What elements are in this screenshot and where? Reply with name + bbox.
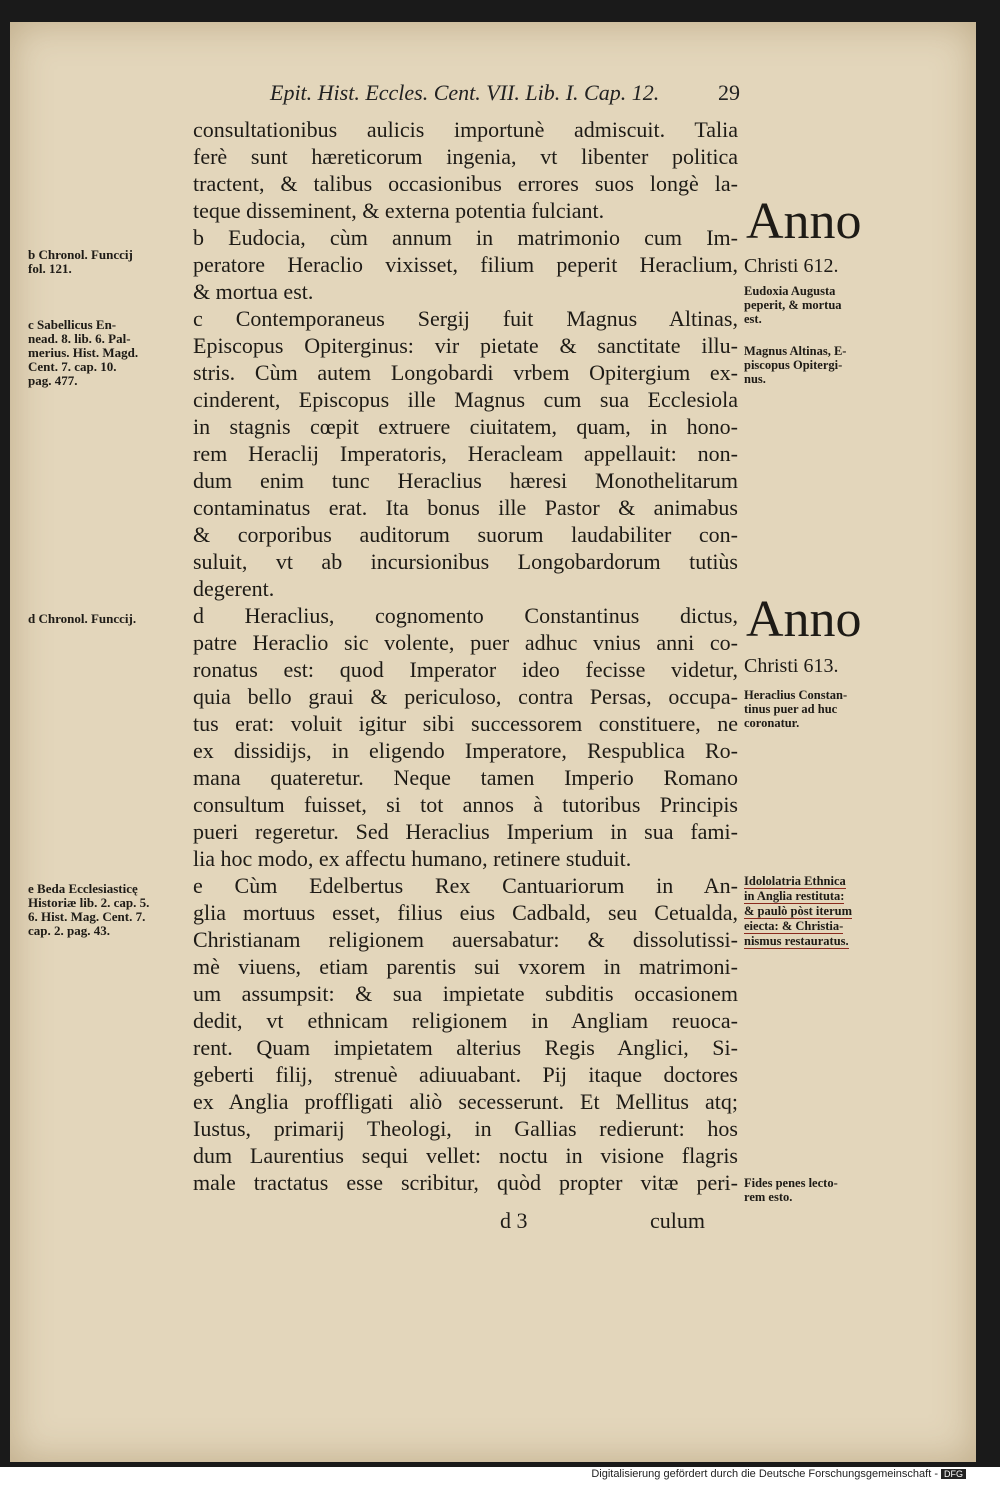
- text-line: patre Heraclio sic volente, puer adhuc vnius anni co-: [193, 630, 738, 655]
- text-line: cinderent, Episcopus ille Magnus cum sua Ecclesiola: [193, 387, 738, 412]
- note-line: Eudoxia Augusta: [744, 284, 836, 298]
- note-line: & paulò pòst iterum: [744, 904, 852, 918]
- note-line: coronatur.: [744, 716, 800, 730]
- text-line: um assumpsit: & sua impietate subditis occasionem: [193, 981, 738, 1006]
- text-line: ferè sunt hæreticorum ingenia, vt libenter politica: [193, 144, 738, 169]
- footer-text: Digitalisierung gefördert durch die Deutsche Forschungsgemeinschaft -: [591, 1468, 938, 1480]
- note-line: tinus puer ad huc: [744, 702, 838, 716]
- note-line: cap. 2. pag. 43.: [28, 923, 110, 938]
- dfg-logo: DFG: [941, 1469, 966, 1479]
- page-header: [270, 80, 740, 112]
- note-line: fol. 121.: [28, 261, 72, 276]
- note-line: est.: [744, 312, 762, 326]
- text-line: peratore Heraclio vixisset, filium peperit Heraclium,: [193, 252, 738, 277]
- right-note-eudoxia: [744, 284, 914, 326]
- text-line: pueri regeretur. Sed Heraclius Imperium in sua fami-: [193, 819, 738, 844]
- text-line: rem Heraclij Imperatoris, Heracleam appellauit: non-: [193, 441, 738, 466]
- text-line: e Cùm Edelbertus Rex Cantuariorum in An-: [193, 873, 738, 898]
- text-line: glia mortuus esset, filius eius Cadbald, seu Cetualda,: [193, 900, 738, 925]
- note-line: b Chronol. Funccij: [28, 247, 133, 262]
- anno-heading-613: Anno: [746, 591, 862, 648]
- text-line: degerent.: [193, 576, 275, 601]
- text-line: consultationibus aulicis importunè admiscuit. Talia: [193, 117, 738, 142]
- page-number: 29: [718, 80, 740, 105]
- note-line: eiecta: & Christia-: [744, 919, 844, 933]
- text-line: ex dissidijs, in eligendo Imperatore, Respublica Ro-: [193, 738, 738, 763]
- note-line: Heraclius Constan-: [744, 688, 848, 702]
- text-line: dedit, vt ethnicam religionem in Angliam reuoca-: [193, 1008, 738, 1033]
- text-line: geberti filij, strenuè adiuuabant. Pij itaque doctores: [193, 1062, 738, 1087]
- note-line: in Anglia restituta:: [744, 889, 845, 903]
- note-line: Historiæ lib. 2. cap. 5.: [28, 895, 150, 910]
- signature-mark: d 3: [500, 1208, 528, 1233]
- left-note-c: [28, 318, 188, 388]
- note-line: Cent. 7. cap. 10.: [28, 359, 117, 374]
- text-line: mè viuens, etiam parentis sui vxorem in matrimoni-: [193, 954, 738, 979]
- text-line: consultum fuisset, si tot annos à tutoribus Principis: [193, 792, 738, 817]
- note-line: pag. 477.: [28, 373, 78, 388]
- note-line: nismus restauratus.: [744, 934, 849, 948]
- text-line: lia hoc modo, ex affectu humano, retinere studuit.: [193, 846, 632, 871]
- note-line: Fides penes lecto-: [744, 1176, 838, 1190]
- note-line: Idololatria Ethnica: [744, 874, 846, 888]
- christi-year-613: Christi 613.: [744, 655, 839, 677]
- right-note-fides: [744, 1176, 914, 1204]
- note-line: piscopus Opitergi-: [744, 358, 843, 372]
- note-line: peperit, & mortua: [744, 298, 842, 312]
- text-line: dum Laurentius sequi vellet: noctu in visione flagris: [193, 1143, 738, 1168]
- right-note-magnus: [744, 344, 914, 386]
- text-line: in stagnis cœpit extruere ciuitatem, quam, in hono-: [193, 414, 738, 439]
- note-line: nus.: [744, 372, 766, 386]
- text-line: c Contemporaneus Sergij fuit Magnus Altinas,: [193, 306, 738, 331]
- text-line: contaminatus erat. Ita bonus ille Pastor & animabus: [193, 495, 738, 520]
- christi-year-612: Christi 612.: [744, 255, 839, 277]
- text-line: male tractatus esse scribitur, quòd propter vitæ peri-: [193, 1170, 738, 1195]
- left-note-b: [28, 248, 188, 276]
- note-line: Magnus Altinas, E-: [744, 344, 847, 358]
- catchword: culum: [650, 1208, 705, 1233]
- text-line: tractent, & talibus occasionibus errores suos longè la-: [193, 171, 738, 196]
- text-line: teque disseminent, & externa potentia fulciant.: [193, 198, 605, 223]
- text-line: rent. Quam impietatem alterius Regis Anglici, Si-: [193, 1035, 738, 1060]
- text-line: ex Anglia proffligati aliò secesserunt. Et Mellitus atq;: [193, 1089, 738, 1114]
- note-line: e Beda Ecclesiasticę: [28, 881, 138, 896]
- left-note-d: [28, 612, 188, 626]
- anno-heading-612: Anno: [746, 193, 862, 250]
- note-line: 6. Hist. Mag. Cent. 7.: [28, 909, 146, 924]
- text-line: d Heraclius, cognomento Constantinus dictus,: [193, 603, 738, 628]
- footer-credit: [591, 1468, 966, 1480]
- text-line: stris. Cùm autem Longobardi vrbem Opitergium ex-: [193, 360, 738, 385]
- text-line: & corporibus auditorum suorum laudabiliter con-: [193, 522, 738, 547]
- note-line: d Chronol. Funccij.: [28, 611, 137, 626]
- right-note-idololatria: [744, 874, 914, 949]
- right-note-heraclius: [744, 688, 914, 730]
- note-line: rem esto.: [744, 1190, 793, 1204]
- text-line: tus erat: voluit igitur sibi successorem constituere, ne: [193, 711, 738, 736]
- text-line: ronatus est: quod Imperator ideo fecisse videtur,: [193, 657, 738, 682]
- text-line: b Eudocia, cùm annum in matrimonio cum Im-: [193, 225, 738, 250]
- left-note-e: [28, 882, 188, 938]
- text-line: quia bello graui & periculoso, contra Persas, occupa-: [193, 684, 738, 709]
- text-line: suluit, vt ab incursionibus Longobardorum tutiùs: [193, 549, 738, 574]
- main-text-block: [193, 116, 738, 1196]
- running-title: Epit. Hist. Eccles. Cent. VII. Lib. I. Cap. 12.: [270, 80, 660, 105]
- text-line: Iustus, primarij Theologi, in Gallias redierunt: hos: [193, 1116, 738, 1141]
- text-line: & mortua est.: [193, 279, 314, 304]
- note-line: c Sabellicus En-: [28, 317, 117, 332]
- text-line: mana quateretur. Neque tamen Imperio Romano: [193, 765, 738, 790]
- text-line: Episcopus Opiterginus: vir pietate & sanctitate illu-: [193, 333, 738, 358]
- note-line: merius. Hist. Magd.: [28, 345, 139, 360]
- note-line: nead. 8. lib. 6. Pal-: [28, 331, 131, 346]
- text-line: Christianam religionem auersabatur: & dissolutissi-: [193, 927, 738, 952]
- text-line: dum enim tunc Heraclius hæresi Monothelitarum: [193, 468, 738, 493]
